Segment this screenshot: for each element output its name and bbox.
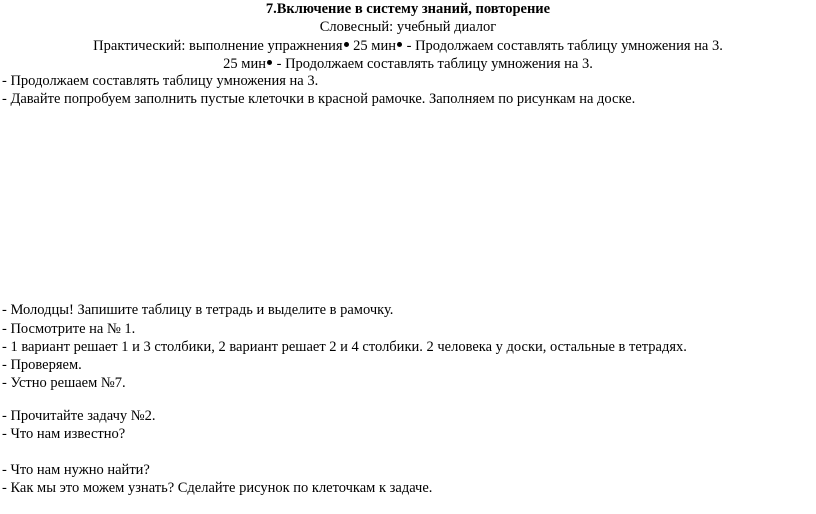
- method-practical: [0, 37, 816, 55]
- bullet-icon: [344, 42, 349, 47]
- paragraph-line: - Что нам нужно найти?: [2, 462, 150, 478]
- repeat-time: 25 мин: [223, 56, 266, 72]
- section-title: 7.Включение в систему знаний, повторение: [265, 1, 551, 17]
- bullet-icon: [267, 60, 272, 65]
- repeat-line: [0, 55, 816, 73]
- paragraph-line: - Посмотрите на № 1.: [2, 321, 136, 337]
- method-verbal: Словесный: учебный диалог: [319, 19, 497, 35]
- paragraph-line: - Продолжаем составлять таблицу умножения на 3.: [2, 73, 319, 89]
- paragraph-line: - Устно решаем №7.: [2, 375, 126, 391]
- practical-text: - Продолжаем составлять таблицу умножения на 3.: [403, 38, 723, 54]
- paragraph-line: - 1 вариант решает 1 и 3 столбики, 2 вариант решает 2 и 4 столбики. 2 человека у доски, остальные в тетрадях.: [2, 339, 687, 355]
- paragraph-line: - Прочитайте задачу №2.: [2, 408, 156, 424]
- practical-time: 25 мин: [349, 38, 396, 54]
- bullet-icon: [397, 42, 402, 47]
- paragraph-line: - Молодцы! Запишите таблицу в тетрадь и выделите в рамочку.: [2, 302, 394, 318]
- paragraph-line: - Как мы это можем узнать? Сделайте рисунок по клеточкам к задаче.: [2, 480, 433, 496]
- practical-prefix: Практический: выполнение упражнения: [93, 38, 343, 54]
- paragraph-line: - Проверяем.: [2, 357, 82, 373]
- paragraph-line: - Давайте попробуем заполнить пустые клеточки в красной рамочке. Заполняем по рисункам на доске.: [2, 91, 636, 107]
- repeat-text: - Продолжаем составлять таблицу умножения на 3.: [273, 56, 593, 72]
- paragraph-line: - Что нам известно?: [2, 426, 126, 442]
